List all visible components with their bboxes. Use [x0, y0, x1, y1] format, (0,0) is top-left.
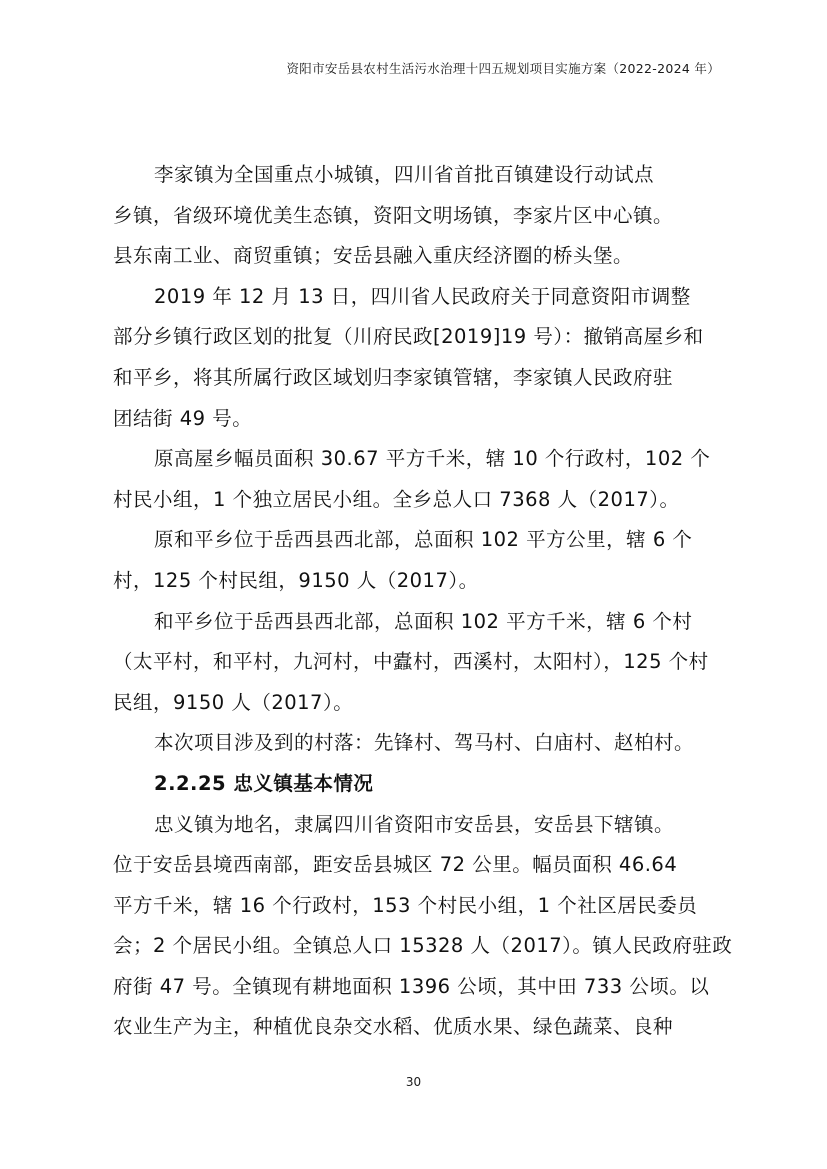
paragraph-line: 村民小组，1 个独立居民小组。全乡总人口 7368 人（2017）。: [113, 487, 680, 511]
paragraph-line: 平方千米，辖 16 个行政村，153 个村民小组，1 个社区居民委员: [113, 893, 698, 917]
paragraph-line: （太平村，和平村，九河村，中蠹村，西溪村，太阳村），125 个村: [113, 650, 709, 674]
paragraph-line: 团结街 49 号。: [113, 406, 253, 430]
paragraph-line: 2019 年 12 月 13 日，四川省人民政府关于同意资阳市调整: [154, 284, 691, 308]
page-number: 30: [405, 1075, 422, 1089]
paragraph-line: 会；2 个居民小组。全镇总人口 15328 人（2017）。镇人民政府驻政: [113, 934, 733, 958]
paragraph-line: 民组，9150 人（2017）。: [113, 690, 354, 714]
body-text: [113, 155, 733, 1048]
paragraph-line: 县东南工业、商贸重镇；安岳县融入重庆经济圈的桥头堡。: [113, 244, 634, 268]
paragraph-line: 原高屋乡幅员面积 30.67 平方千米，辖 10 个行政村，102 个: [154, 447, 711, 471]
paragraph-line: 本次项目涉及到的村落：先锋村、驾马村、白庙村、赵柏村。: [154, 731, 695, 755]
page-header: 资阳市安岳县农村生活污水治理十四五规划项目实施方案（2022-2024 年）: [286, 61, 720, 76]
paragraph-line: 位于安岳县境西南部，距安岳县城区 72 公里。幅员面积 46.64: [113, 853, 678, 877]
paragraph-line: 和平乡位于岳西县西北部，总面积 102 平方千米，辖 6 个村: [154, 609, 693, 633]
paragraph-line: 农业生产为主，种植优良杂交水稻、优质水果、绿色蔬菜、良种: [113, 1015, 674, 1039]
section-heading: 2.2.25 忠义镇基本情况: [154, 771, 374, 795]
paragraph-line: 乡镇，省级环境优美生态镇，资阳文明场镇，李家片区中心镇。: [113, 203, 674, 227]
paragraph-line: 府街 47 号。全镇现有耕地面积 1396 公顷，其中田 733 公顷。以: [113, 974, 710, 998]
paragraph-line: 和平乡，将其所属行政区域划归李家镇管辖，李家镇人民政府驻: [113, 365, 674, 389]
paragraph-line: 原和平乡位于岳西县西北部，总面积 102 平方公里，辖 6 个: [154, 528, 693, 552]
paragraph-line: 忠义镇为地名，隶属四川省资阳市安岳县，安岳县下辖镇。: [154, 812, 675, 836]
paragraph-line: 部分乡镇行政区划的批复（川府民政[2019]19 号）：撤销高屋乡和: [113, 325, 704, 349]
paragraph-line: 李家镇为全国重点小城镇，四川省首批百镇建设行动试点: [154, 163, 655, 186]
paragraph-line: 村，125 个村民组，9150 人（2017）。: [113, 568, 479, 592]
